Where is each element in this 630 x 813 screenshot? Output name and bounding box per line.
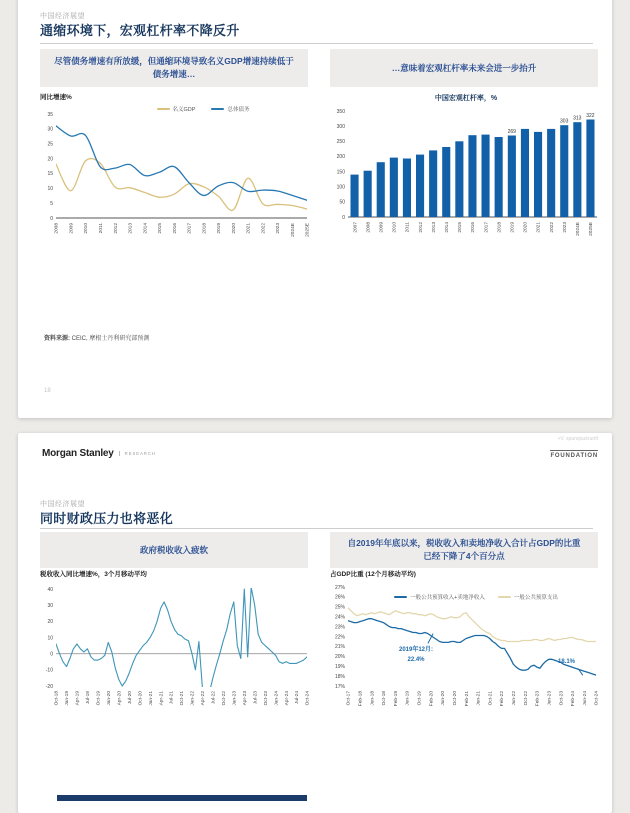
svg-text:2017: 2017	[484, 222, 490, 233]
svg-text:50: 50	[339, 199, 345, 206]
svg-text:18%: 18%	[334, 673, 345, 680]
svg-text:Oct-20: Oct-20	[453, 691, 458, 706]
svg-text:Feb-19: Feb-19	[393, 691, 399, 707]
svg-text:Oct-21: Oct-21	[488, 691, 494, 706]
watermark-text: +V. spanqiuzixunft	[557, 436, 598, 442]
svg-text:2024E: 2024E	[290, 223, 296, 237]
svg-text:2008: 2008	[366, 222, 372, 233]
svg-text:2014: 2014	[143, 223, 149, 234]
svg-text:2015: 2015	[458, 222, 464, 233]
svg-text:2013: 2013	[431, 222, 437, 233]
svg-text:Oct-24: Oct-24	[305, 691, 311, 706]
svg-text:2020: 2020	[231, 223, 237, 234]
svg-text:303: 303	[560, 118, 569, 125]
svg-text:23%: 23%	[334, 624, 345, 631]
legend-label: 名义GDP	[172, 107, 196, 113]
svg-text:Oct-24: Oct-24	[594, 691, 600, 706]
svg-text:40: 40	[47, 586, 53, 593]
svg-text:0: 0	[50, 651, 53, 658]
svg-text:300: 300	[336, 123, 345, 130]
svg-text:Oct-18: Oct-18	[54, 691, 60, 706]
svg-text:24%: 24%	[334, 614, 345, 621]
svg-text:Jan-22: Jan-22	[190, 691, 196, 706]
svg-text:Jul-19: Jul-19	[86, 691, 92, 705]
svg-text:2025E: 2025E	[589, 222, 595, 236]
legend-label: 总体债务	[227, 107, 250, 113]
svg-text:2010: 2010	[392, 222, 398, 233]
key-message-left: 尽管债务增速有所放缓，但通缩环境导致名义GDP增速持续低于债务增速…	[40, 49, 308, 87]
svg-text:17%: 17%	[334, 683, 345, 690]
svg-text:Jan-19: Jan-19	[65, 691, 71, 706]
svg-text:Oct-17: Oct-17	[346, 691, 352, 706]
svg-text:Jun-24: Jun-24	[582, 691, 588, 706]
page1-eyebrow: 中国经济展望	[40, 13, 85, 20]
svg-text:2024E: 2024E	[576, 221, 581, 236]
svg-text:Feb-22: Feb-22	[500, 691, 506, 707]
svg-text:2015: 2015	[158, 223, 164, 234]
svg-text:Apr-24: Apr-24	[284, 691, 290, 706]
end-value-label: 18.1%	[558, 659, 576, 665]
svg-text:Feb-20: Feb-20	[429, 691, 435, 707]
title-divider	[40, 528, 593, 529]
source-text: CEIC, 摩根士丹利研究部预测	[70, 336, 150, 342]
line-chart-canvas	[40, 579, 312, 724]
svg-text:21%: 21%	[334, 644, 345, 651]
svg-text:27%: 27%	[334, 584, 345, 591]
svg-text:2013: 2013	[128, 223, 134, 234]
svg-text:Jul-23: Jul-23	[253, 691, 259, 705]
svg-text:0: 0	[342, 214, 345, 221]
svg-text:26%: 26%	[334, 594, 345, 601]
svg-text:150: 150	[336, 169, 345, 176]
page2-title: 同时财政压力也将恶化	[40, 511, 174, 526]
svg-text:2022: 2022	[549, 222, 555, 233]
annotation-value: 22.4%	[407, 656, 425, 663]
svg-text:30: 30	[47, 126, 53, 133]
svg-text:20: 20	[47, 619, 53, 626]
svg-text:Jun-20: Jun-20	[441, 691, 447, 706]
svg-text:Oct-22: Oct-22	[523, 691, 529, 706]
svg-text:25: 25	[47, 141, 53, 148]
annotation-date: 2019年12月:	[398, 647, 434, 653]
svg-text:2019: 2019	[510, 222, 516, 233]
svg-text:22%: 22%	[334, 634, 345, 641]
svg-text:Jun-22: Jun-22	[512, 691, 517, 706]
svg-text:2016: 2016	[172, 223, 178, 234]
svg-text:Jan-21: Jan-21	[148, 691, 154, 706]
svg-text:Oct-21: Oct-21	[180, 691, 186, 706]
svg-text:Jan-20: Jan-20	[107, 691, 112, 706]
svg-text:Apr-23: Apr-23	[243, 691, 248, 706]
dec-2019-annotation	[370, 646, 462, 665]
svg-text:Oct-18: Oct-18	[382, 691, 388, 706]
svg-text:2012: 2012	[418, 222, 424, 233]
svg-text:2011: 2011	[405, 222, 411, 233]
svg-text:Jul-20: Jul-20	[127, 691, 133, 705]
svg-text:2017: 2017	[187, 223, 193, 234]
svg-text:2023: 2023	[562, 222, 568, 233]
svg-text:2011: 2011	[99, 223, 104, 234]
svg-text:2021: 2021	[536, 222, 542, 233]
morgan-stanley-logo	[42, 448, 156, 459]
gdp-share-chart	[330, 569, 602, 754]
legend-label: 一般公共预算收入+卖地净收入	[410, 595, 485, 601]
source-prefix: 资料来源:	[44, 336, 70, 342]
svg-text:35: 35	[47, 111, 53, 118]
svg-text:20%: 20%	[334, 654, 345, 661]
key-message-right: 自2019年年底以来，税收收入和卖地净收入合计占GDP的比重已经下降了4个百分点	[330, 532, 598, 568]
source-note	[44, 333, 149, 342]
svg-text:Oct-22: Oct-22	[222, 691, 227, 706]
svg-text:2009: 2009	[379, 222, 385, 233]
svg-text:0: 0	[50, 215, 53, 222]
svg-text:2025E: 2025E	[305, 223, 311, 237]
key-message-right: …意味着宏观杠杆率未来会进一步抬升	[330, 49, 598, 87]
line-chart-canvas	[40, 100, 312, 249]
svg-text:15: 15	[47, 171, 53, 178]
legend-label: 一般公共预算支出	[513, 595, 558, 601]
tax-revenue-ylabel: 税收收入同比增速%，3个月移动平均	[40, 571, 147, 578]
svg-text:Jul-21: Jul-21	[169, 691, 175, 705]
svg-text:Feb-24: Feb-24	[571, 691, 577, 707]
macro-leverage-title: 中国宏观杠杆率，%	[434, 95, 498, 102]
svg-text:2009: 2009	[69, 223, 75, 234]
svg-text:Apr-19: Apr-19	[75, 691, 81, 706]
svg-text:269: 269	[507, 129, 516, 135]
gdp-share-ylabel: 占GDP比重 (12个月移动平均)	[330, 571, 416, 578]
svg-text:30: 30	[47, 603, 53, 609]
svg-text:Jun-18: Jun-18	[370, 691, 376, 706]
title-divider	[40, 43, 593, 44]
svg-text:322: 322	[586, 113, 595, 119]
svg-text:19%: 19%	[334, 664, 345, 670]
svg-text:Jul-22: Jul-22	[211, 691, 217, 705]
svg-text:2018: 2018	[202, 223, 208, 234]
svg-text:Jul-24: Jul-24	[295, 691, 301, 705]
gdp-vs-debt-chart	[40, 92, 312, 262]
svg-text:200: 200	[336, 154, 345, 161]
tax-revenue-chart	[40, 569, 312, 754]
svg-text:2018: 2018	[497, 222, 503, 233]
svg-text:2010: 2010	[84, 223, 90, 234]
svg-text:Jan-23: Jan-23	[232, 691, 238, 706]
page1-card	[18, 0, 612, 418]
svg-text:Oct-19: Oct-19	[417, 691, 423, 706]
brand-wordmark: Morgan Stanley	[42, 448, 114, 459]
svg-text:2019: 2019	[217, 223, 223, 234]
svg-text:2022: 2022	[261, 223, 267, 234]
svg-text:10: 10	[47, 635, 53, 642]
svg-text:313: 313	[573, 115, 582, 122]
svg-text:Jun-21: Jun-21	[476, 691, 482, 706]
key-message-left: 政府税收收入疲软	[40, 532, 308, 568]
svg-text:100: 100	[336, 184, 345, 191]
svg-text:2016: 2016	[471, 222, 477, 233]
svg-text:2023: 2023	[276, 223, 282, 234]
svg-text:-10: -10	[45, 667, 53, 674]
page-number: 18	[44, 388, 51, 394]
svg-text:2021: 2021	[246, 223, 252, 234]
svg-text:Feb-21: Feb-21	[464, 691, 470, 707]
svg-text:2014: 2014	[445, 222, 450, 233]
svg-text:Apr-21: Apr-21	[159, 691, 165, 706]
svg-text:Jun-19: Jun-19	[405, 691, 411, 706]
svg-text:Oct-23: Oct-23	[263, 691, 269, 706]
page2-eyebrow: 中国经济展望	[40, 501, 85, 508]
svg-text:10: 10	[47, 186, 53, 193]
svg-text:250: 250	[336, 139, 345, 146]
bar-chart-canvas	[330, 103, 602, 254]
foundation-label: FOUNDATION	[550, 450, 598, 459]
svg-text:Jan-24: Jan-24	[274, 691, 280, 706]
svg-text:2012: 2012	[113, 223, 119, 234]
svg-text:Oct-20: Oct-20	[138, 691, 144, 706]
macro-leverage-chart	[330, 92, 602, 262]
svg-text:Jun-23: Jun-23	[547, 691, 553, 706]
svg-text:Feb-18: Feb-18	[358, 691, 364, 707]
svg-text:2008: 2008	[54, 223, 60, 234]
svg-text:25%: 25%	[334, 604, 345, 611]
svg-text:350: 350	[336, 108, 345, 115]
svg-text:2020: 2020	[523, 222, 529, 233]
svg-text:2007: 2007	[353, 222, 359, 233]
svg-text:Oct-23: Oct-23	[559, 691, 565, 706]
research-label: RESEARCH	[119, 451, 156, 456]
page2-card	[18, 433, 612, 813]
svg-text:5: 5	[50, 200, 53, 207]
svg-text:-20: -20	[45, 683, 53, 690]
svg-text:20: 20	[47, 156, 53, 163]
svg-text:Apr-20: Apr-20	[117, 691, 123, 706]
page1-title: 通缩环境下，宏观杠杆率不降反升	[40, 23, 240, 38]
svg-text:Oct-19: Oct-19	[96, 691, 102, 706]
gdp-vs-debt-ylabel: 同比增速%	[40, 94, 72, 101]
svg-text:Feb-23: Feb-23	[535, 691, 541, 707]
bottom-bar	[57, 795, 307, 801]
svg-text:Apr-22: Apr-22	[201, 691, 207, 706]
